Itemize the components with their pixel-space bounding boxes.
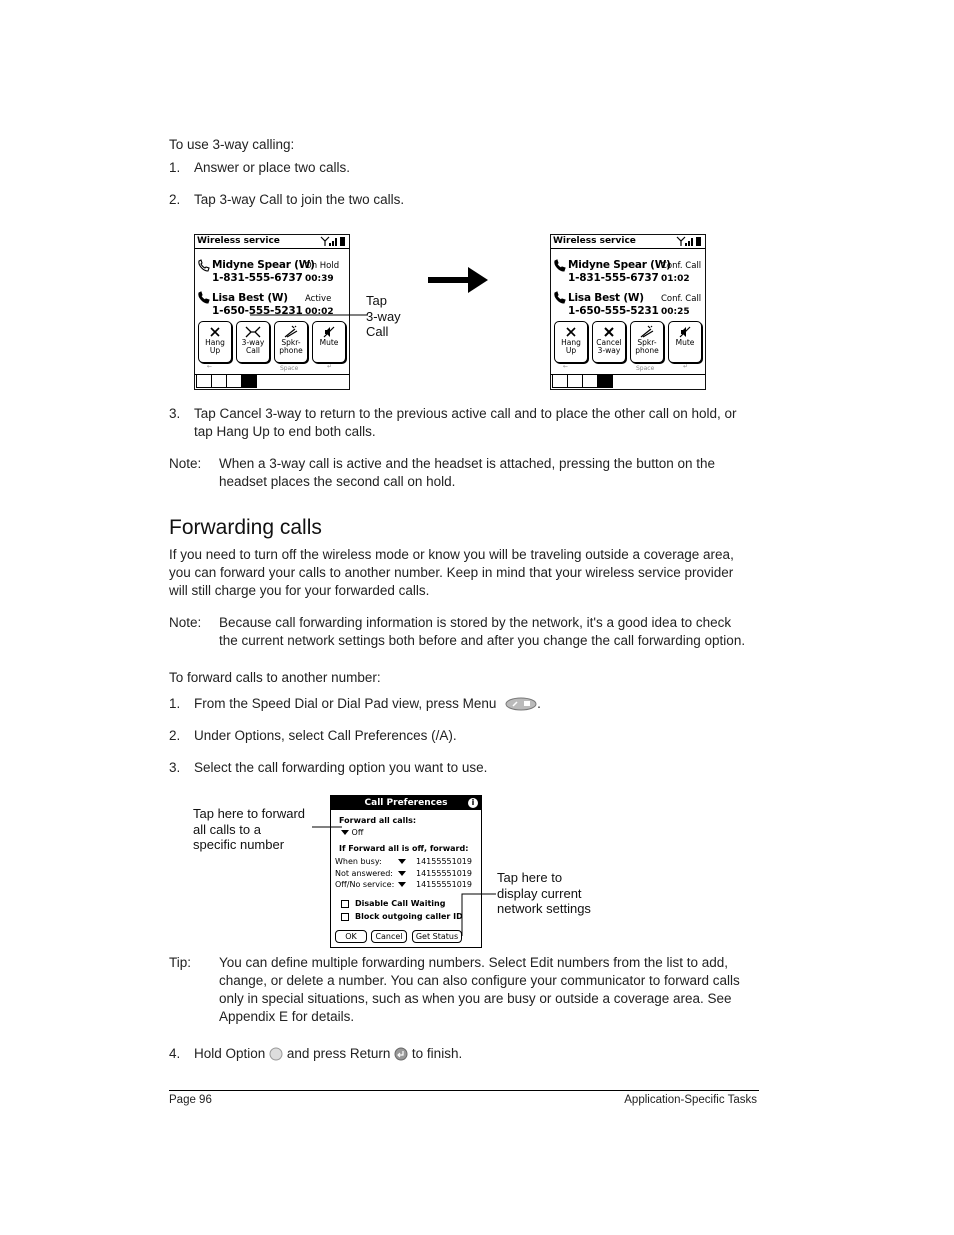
settings-tab-icon[interactable] [582,374,598,388]
hang-up-button[interactable]: Hang Up [554,321,588,363]
list-view-tab-icon[interactable] [552,374,568,388]
mute-icon [322,325,336,339]
caller-number: 1-650-555-5231 [212,305,303,317]
signal-battery-icon [676,236,702,247]
callout-line-right [459,892,497,938]
caller-name: Lisa Best (W) [212,292,288,304]
tip-block: Tip: You can define multiple forwarding numbers. Select Edit numbers from the list to add, change, or delete a number. You can also configure your communicator to forward calls only in special situations, such as when you are busy or outside a coverage area. See Appendix E for details. [169,955,740,1024]
screen-title: Wireless service [197,236,280,246]
call-status: Conf. Call [661,294,702,304]
signal-battery-icon [320,236,346,247]
when-busy-number: 14155551019 [416,857,472,866]
handset-outline-icon [197,259,211,273]
merge-calls-icon [244,325,262,339]
section-title-forwarding: Forwarding calls [169,516,322,539]
not-answered-number: 14155551019 [416,869,472,878]
close-icon [602,325,616,339]
callout-line-3way [250,310,370,320]
note-label: Note: [169,615,202,630]
screen-title: Wireless service [553,236,636,246]
note-label: Note: [169,456,202,471]
dropdown-arrow-icon [398,882,406,887]
when-busy-label: When busy: [335,857,382,866]
chapter-title: Application-Specific Tasks [624,1094,757,1106]
no-service-label: Off/No service: [335,880,395,889]
menu-key-icon [505,697,537,711]
no-service-number: 14155551019 [416,880,472,889]
get-status-button[interactable]: Get Status [412,930,462,943]
step-text-line: Tap Cancel 3-way to return to the previous active call and to place the other call on hold, or [194,406,737,421]
caller-number: 1-831-555-6737 [212,272,303,284]
call-timer: 00:39 [305,274,334,284]
dropdown-arrow-icon [398,871,406,876]
callout-3way: Tap 3-way Call [366,293,401,339]
speakerphone-button[interactable]: Spkr- phone [630,321,664,363]
handset-filled-icon [553,291,567,305]
enter-icon: ↵ [327,363,333,370]
info-icon[interactable]: i [468,798,478,808]
cancel-three-way-button[interactable]: Cancel 3-way [592,321,626,363]
active-call-tab-icon[interactable] [597,374,613,388]
callout-get-status: Tap here to display current network settings [497,870,591,916]
when-busy-select[interactable] [398,857,406,866]
speakerphone-button[interactable]: Spkr- phone [274,321,308,363]
call-status: On Hold [305,261,340,271]
space-label: Space [636,365,655,372]
mute-button[interactable]: Mute [668,321,702,363]
caller-number: 1-831-555-6737 [568,272,659,284]
enter-icon: ↵ [683,363,689,370]
keyboard-hint-row [551,363,705,373]
note-headset: Note: When a 3-way call is active and the headset is attached, pressing the button on the headset places the second call on hold. [169,456,716,489]
phone-screen-after [550,234,706,390]
call-status: Active [305,294,332,304]
dial-pad-tab-icon[interactable] [211,374,227,388]
forward-all-label: Forward all calls: [339,816,417,825]
left-arrow-icon: ← [563,363,569,370]
call-status: Conf. Call [661,261,702,271]
mute-button[interactable]: Mute [312,321,346,363]
caller-name: Midyne Spear (W) [568,259,671,271]
three-way-call-button[interactable]: 3-way Call [236,321,270,363]
mute-icon [678,325,692,339]
step-number: 2. [169,192,181,207]
settings-tab-icon[interactable] [226,374,242,388]
cancel-button[interactable]: Cancel [371,930,407,943]
callout-line-left [312,824,344,830]
handset-filled-icon [553,259,567,273]
close-icon [208,325,222,339]
forward-all-select[interactable]: Off [341,828,363,837]
dial-pad-tab-icon[interactable] [567,374,583,388]
forward-step-4: 4. Hold Option and press Return to finish. [169,1046,463,1061]
caller-name: Midyne Spear (W) [212,259,315,271]
section-heading-3way: To use 3-way calling: [169,137,295,152]
step-text: Answer or place two calls. [194,160,351,175]
no-service-select[interactable] [398,880,406,889]
section-heading-forward: To forward calls to another number: [169,670,381,685]
call-timer: 00:25 [661,307,690,317]
caller-name: Lisa Best (W) [568,292,644,304]
close-icon [564,325,578,339]
callout-forward-all: Tap here to forward all calls to a specific number [193,806,306,852]
space-label: Space [280,365,299,372]
tip-label: Tip: [169,955,192,970]
page-number: Page 96 [169,1094,212,1106]
forwarding-paragraph: If you need to turn off the wireless mode or know you will be traveling outside a coverage area, you can forward your calls to another number. Keep in mind that your wireless service provider will still charge you for your forwarded calls. [169,547,734,598]
tab-bar [195,374,349,389]
block-caller-id-checkbox[interactable]: Block outgoing caller ID [341,912,463,921]
step-3 [169,405,769,441]
list-view-tab-icon[interactable] [196,374,212,388]
step-number: 3. [169,406,181,421]
step-number: 1. [169,160,181,175]
dialog-title: Call Preferences [331,796,481,810]
forward-step-3: 3. Select the call forwarding option you want to use. [169,760,488,775]
tab-bar [551,374,705,389]
caller-number: 1-650-555-5231 [568,305,659,317]
step-text: Tap 3-way Call to join the two calls. [194,192,405,207]
return-key-icon [394,1047,408,1061]
speakerphone-icon [283,325,299,339]
speakerphone-icon [639,325,655,339]
forward-step-2: 2. Under Options, select Call Preferences (/A). [169,728,457,743]
step-text-line: tap Hang Up to end both calls. [194,424,376,439]
note-forwarding: Note: Because call forwarding information is stored by the network, it's a good idea to check the current network settings both before and after you change the call forwarding option. [169,615,746,648]
call-timer: 00:02 [305,307,334,317]
call-timer: 01:02 [661,274,690,284]
left-arrow-icon: ← [207,363,213,370]
not-answered-select[interactable] [398,869,406,878]
handset-filled-icon [197,291,211,305]
option-key-icon [269,1047,283,1061]
hang-up-button[interactable]: Hang Up [198,321,232,363]
keyboard-hint-row [195,363,349,373]
active-call-tab-icon[interactable] [241,374,257,388]
if-off-label: If Forward all is off, forward: [339,844,469,853]
disable-call-waiting-checkbox[interactable]: Disable Call Waiting [341,899,445,908]
dropdown-arrow-icon [341,830,349,835]
ok-button[interactable]: OK [335,930,367,943]
footer-rule [169,1090,759,1091]
forward-step-1: 1. From the Speed Dial or Dial Pad view, press Menu . [169,696,541,711]
right-arrow-icon [428,265,490,295]
dropdown-arrow-icon [398,859,406,864]
not-answered-label: Not answered: [335,869,393,878]
